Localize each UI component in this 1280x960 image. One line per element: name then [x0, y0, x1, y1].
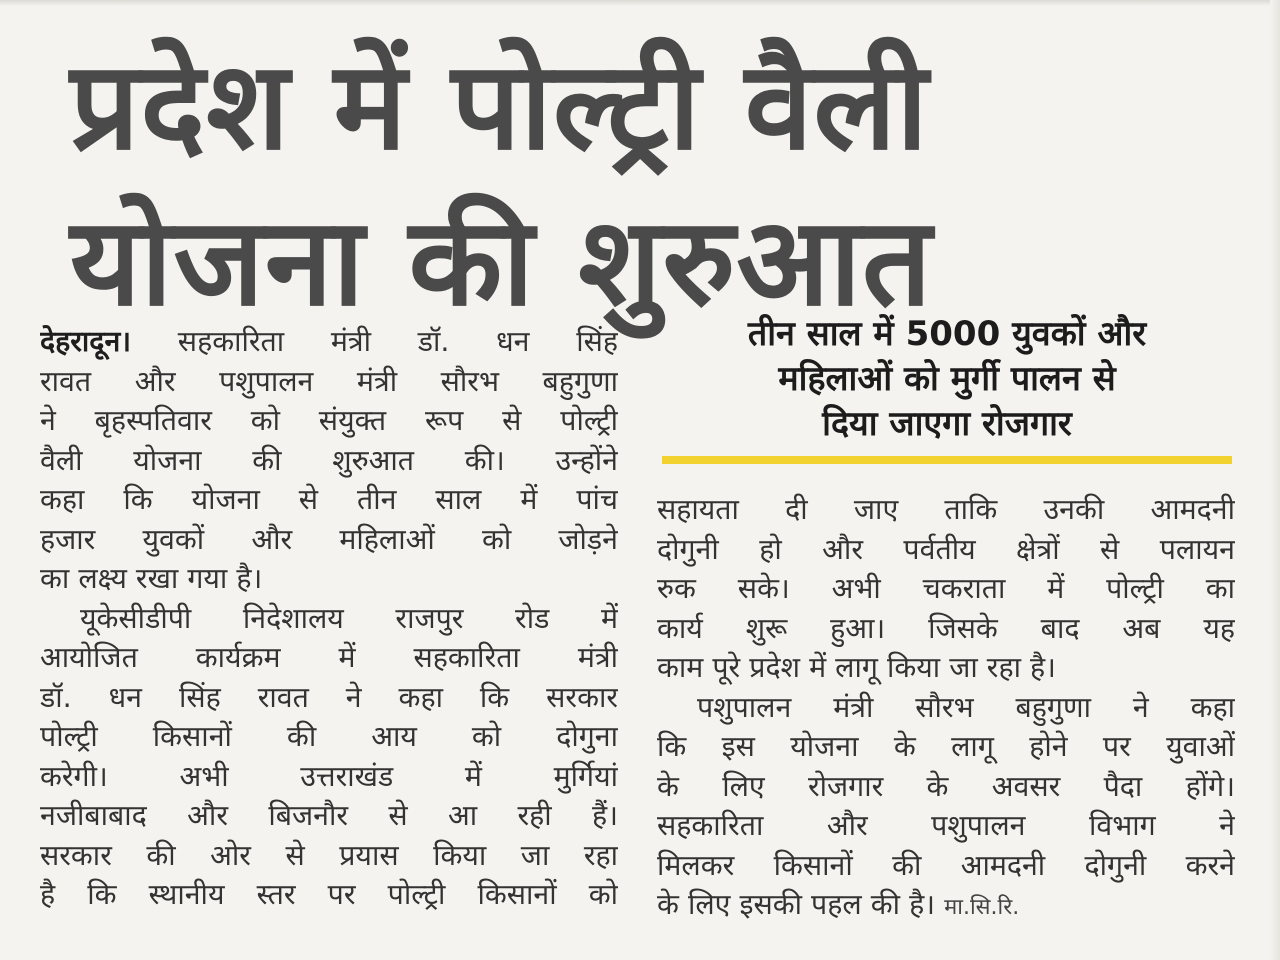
paragraph-line: डॉ. धन सिंह रावत ने कहा कि सरकार	[40, 680, 618, 714]
paragraph-line: पोल्ट्री किसानों की आय को दोगुना	[40, 720, 618, 753]
scan-edge-right	[1270, 0, 1280, 960]
paragraph-line: है कि स्थानीय स्तर पर पोल्ट्री किसानों को	[40, 878, 618, 911]
left-column	[40, 322, 618, 915]
paragraph-line: देहरादून। सहकारिता मंत्री डॉ. धन सिंह	[40, 325, 618, 358]
subheadline-line-3: दिया जाएगा रोजगार	[822, 404, 1072, 444]
paragraph-line: रावत और पशुपालन मंत्री सौरभ बहुगुणा	[40, 364, 618, 398]
paragraph-line: आयोजित कार्यक्रम में सहकारिता मंत्री	[40, 641, 618, 674]
paragraph-line: करेगी। अभी उत्तराखंड में मुर्गियां	[40, 759, 618, 793]
paragraph-line: दोगुनी हो और पर्वतीय क्षेत्रों से पलायन	[657, 532, 1235, 566]
paragraph-line: वैली योजना की शुरुआत की। उन्होंने	[40, 443, 618, 477]
paragraph-line: के लिए रोजगार के अवसर पैदा होंगे।	[657, 769, 1235, 803]
paragraph-line: सरकार की ओर से प्रयास किया जा रहा	[40, 838, 618, 872]
paragraph-line: सहायता दी जाए ताकि उनकी आमदनी	[657, 493, 1235, 526]
paragraph-line: कहा कि योजना से तीन साल में पांच	[40, 483, 618, 516]
paragraph-line: काम पूरे प्रदेश में लागू किया जा रहा है।	[657, 651, 1056, 684]
headline-line-1: प्रदेश में पोल्ट्री वैली	[70, 35, 929, 177]
subheadline-box	[662, 312, 1232, 447]
scan-edge-top	[0, 0, 1280, 6]
headline-line-2: योजना की शुरुआत	[70, 191, 933, 333]
paragraph-line: के लिए इसकी पहल की है। मा.सि.रि.	[657, 888, 1020, 921]
paragraph-line: मिलकर किसानों की आमदनी दोगुनी करने	[657, 848, 1235, 882]
paragraph-line: का लक्ष्य रखा गया है।	[40, 562, 263, 595]
dateline: देहरादून।	[40, 325, 132, 358]
yellow-divider-rule	[662, 456, 1232, 464]
paragraph-line: पशुपालन मंत्री सौरभ बहुगुणा ने कहा	[697, 690, 1235, 724]
paragraph-line: ने बृहस्पतिवार को संयुक्त रूप से पोल्ट्री	[40, 404, 618, 437]
subheadline-line-1: तीन साल में 5000 युवकों और	[747, 314, 1147, 354]
headline	[70, 28, 1240, 340]
paragraph-line: कार्य शुरू हुआ। जिसके बाद अब यह	[657, 611, 1235, 645]
paragraph-line: सहकारिता और पशुपालन विभाग ने	[657, 809, 1235, 842]
paragraph-line: नजीबाबाद और बिजनौर से आ रही हैं।	[40, 799, 618, 832]
source-tag: मा.सि.रि.	[944, 895, 1020, 920]
paragraph-line: यूकेसीडीपी निदेशालय राजपुर रोड में	[80, 601, 618, 635]
right-column	[657, 490, 1235, 928]
paragraph-line: रुक सके। अभी चकराता में पोल्ट्री का	[657, 572, 1235, 605]
subheadline-line-2: महिलाओं को मुर्गी पालन से	[778, 359, 1116, 399]
paragraph-line: कि इस योजना के लागू होने पर युवाओं	[657, 730, 1235, 763]
paragraph-line: हजार युवकों और महिलाओं को जोड़ने	[40, 522, 618, 556]
